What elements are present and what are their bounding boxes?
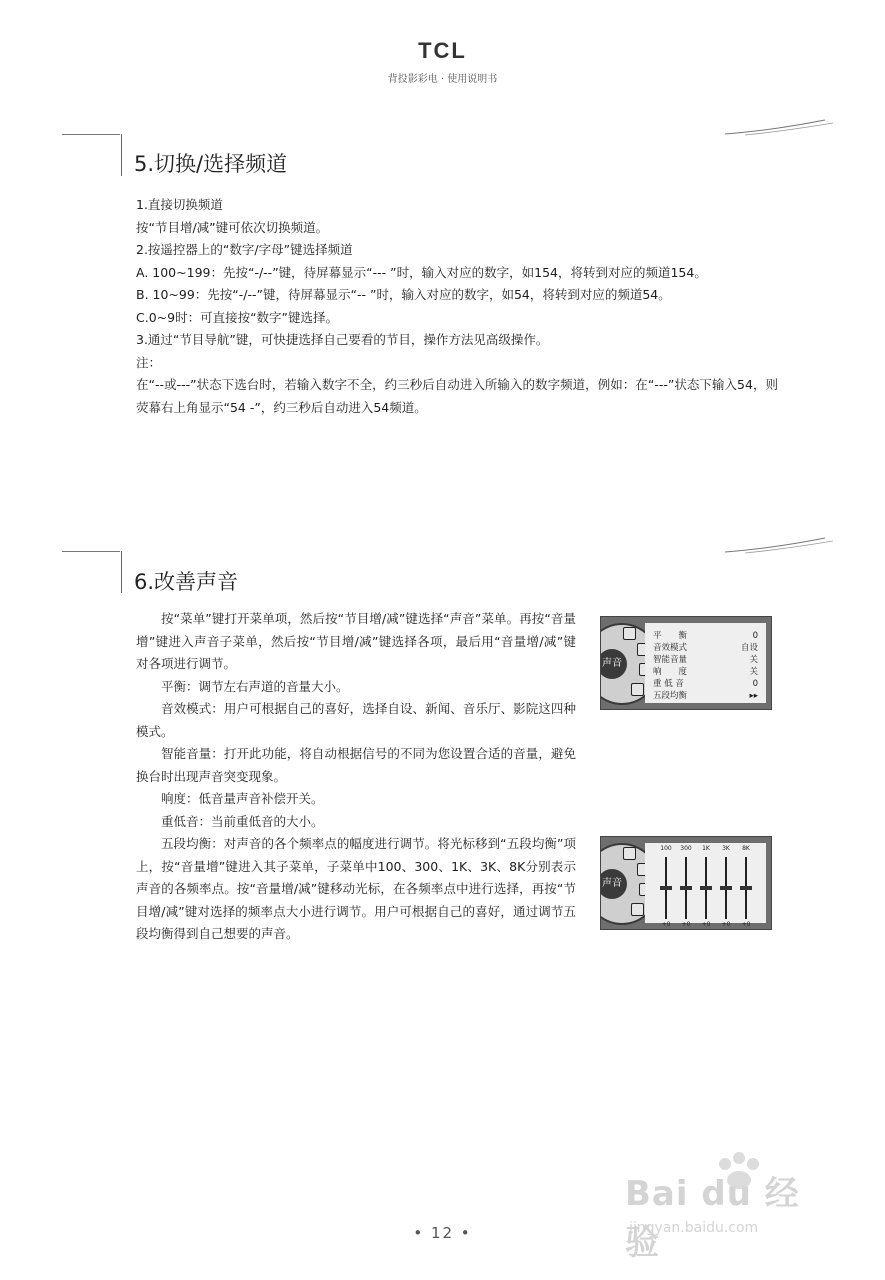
section-5-body bbox=[136, 194, 778, 419]
page-number: • 12 • bbox=[413, 1224, 472, 1242]
eq-band: 1K +0 bbox=[701, 845, 711, 928]
text-line: 3.通过“节目导航”键，可快捷选择自己要看的节目，操作方法见高级操作。 bbox=[136, 332, 549, 347]
section-rule-left bbox=[62, 134, 120, 135]
text-line: 2.按遥控器上的“数字/字母”键选择频道 bbox=[136, 242, 353, 257]
section-swoosh bbox=[725, 118, 835, 138]
section-5-title: 5.切换/选择频道 bbox=[134, 152, 288, 176]
menu-row: 重 低 音 0 bbox=[653, 679, 758, 689]
text-line: B. 10~99：先按“-/--”键，待屏幕显示“-- ”时，输入对应的数字，如54，将转到对应的频道54。 bbox=[136, 287, 671, 302]
section-vertical-bar bbox=[121, 134, 122, 176]
text-line: 1.直接切换频道 bbox=[136, 197, 223, 212]
setup-icon bbox=[631, 903, 644, 916]
menu-row: 智能音量 关 bbox=[653, 655, 758, 665]
menu-list bbox=[645, 623, 766, 703]
text-paragraph: 音效模式：用户可根据自己的喜好，选择自设、新闻、音乐厅、影院这四种模式。 bbox=[136, 701, 576, 739]
text-paragraph: 重低音：当前重低音的大小。 bbox=[161, 813, 324, 829]
eq-slider-knob bbox=[720, 886, 732, 890]
text-line: 按“节目增/减”键可依次切换频道。 bbox=[136, 219, 329, 235]
sound-menu-screenshot bbox=[600, 616, 772, 710]
equalizer-bands bbox=[645, 843, 766, 928]
eq-band: 8K +0 bbox=[741, 845, 751, 928]
watermark-url: jingyan.baidu.com bbox=[629, 1220, 759, 1236]
dial-label: 声音 bbox=[600, 649, 627, 679]
eq-band: 300 +0 bbox=[680, 845, 692, 928]
eq-slider-knob bbox=[700, 886, 712, 890]
section-rule-left bbox=[62, 551, 120, 552]
text-paragraph: 响度：低音量声音补偿开关。 bbox=[161, 791, 324, 806]
text-paragraph: 平衡：调节左右声道的音量大小。 bbox=[161, 678, 349, 694]
menu-row: 音效模式 自设 bbox=[653, 643, 758, 653]
picture-icon bbox=[623, 627, 636, 640]
eq-slider-knob bbox=[680, 886, 692, 890]
note-label: 注： bbox=[136, 354, 162, 370]
note-text: 在“--或---”状态下选台时，若输入数字不全，约三秒后自动进入所输入的数字频道，例如：在“---”状态下输入54，则荧幕右上角显示“54 -”，约三秒后自动进入54频道。 bbox=[136, 377, 778, 415]
dial-label: 声音 bbox=[600, 869, 627, 899]
section-6-title: 6.改善声音 bbox=[134, 570, 239, 594]
section-swoosh bbox=[725, 536, 835, 556]
text-line: A. 100~199：先按“-/--”键，待屏幕显示“--- ”时，输入对应的数字，如154，将转到对应的频道154。 bbox=[136, 264, 707, 280]
text-paragraph: 五段均衡：对声音的各个频率点的幅度进行调节。将光标移到“五段均衡”项上，按“音量增”键进入其子菜单，子菜单中100、300、1K、3K、8K分别表示声音的各频率点。按“音量增/减”键移动光标，在各频率点中进行选择，再按“节目增/减”键对选择的频率点大小进行调节。用户可根据自己的喜好，通过调节五段均衡得到自己想要的声音。 bbox=[136, 836, 576, 941]
eq-band: 100 +0 bbox=[660, 845, 672, 928]
equalizer-screenshot bbox=[600, 836, 772, 930]
section-6-body bbox=[136, 608, 576, 946]
menu-row: 平 衡 0 bbox=[653, 631, 758, 641]
menu-row: 五段均衡 ▸▸ bbox=[653, 691, 758, 701]
eq-slider-knob bbox=[660, 886, 672, 890]
text-paragraph: 智能音量：打开此功能，将自动根据信号的不同为您设置合适的音量，避免换台时出现声音突变现象。 bbox=[136, 746, 576, 784]
picture-icon bbox=[623, 847, 636, 860]
header-subtitle: 背投影彩电 · 使用说明书 bbox=[387, 74, 498, 85]
brand-logo: TCL bbox=[418, 38, 467, 63]
setup-icon bbox=[631, 683, 644, 696]
menu-row: 响 度 关 bbox=[653, 667, 758, 677]
section-vertical-bar bbox=[121, 551, 122, 593]
eq-slider-knob bbox=[740, 886, 752, 890]
text-paragraph: 按“菜单”键打开菜单项，然后按“节目增/减”键选择“声音”菜单。再按“音量增”键进入声音子菜单，然后按“节目增/减”键选择各项，最后用“音量增/减”键对各项进行调节。 bbox=[136, 611, 576, 671]
watermark-brand: Bai du 经验 bbox=[625, 1174, 800, 1263]
eq-band: 3K +0 bbox=[721, 845, 731, 928]
text-line: C.0~9时：可直接按“数字”键选择。 bbox=[136, 309, 339, 325]
